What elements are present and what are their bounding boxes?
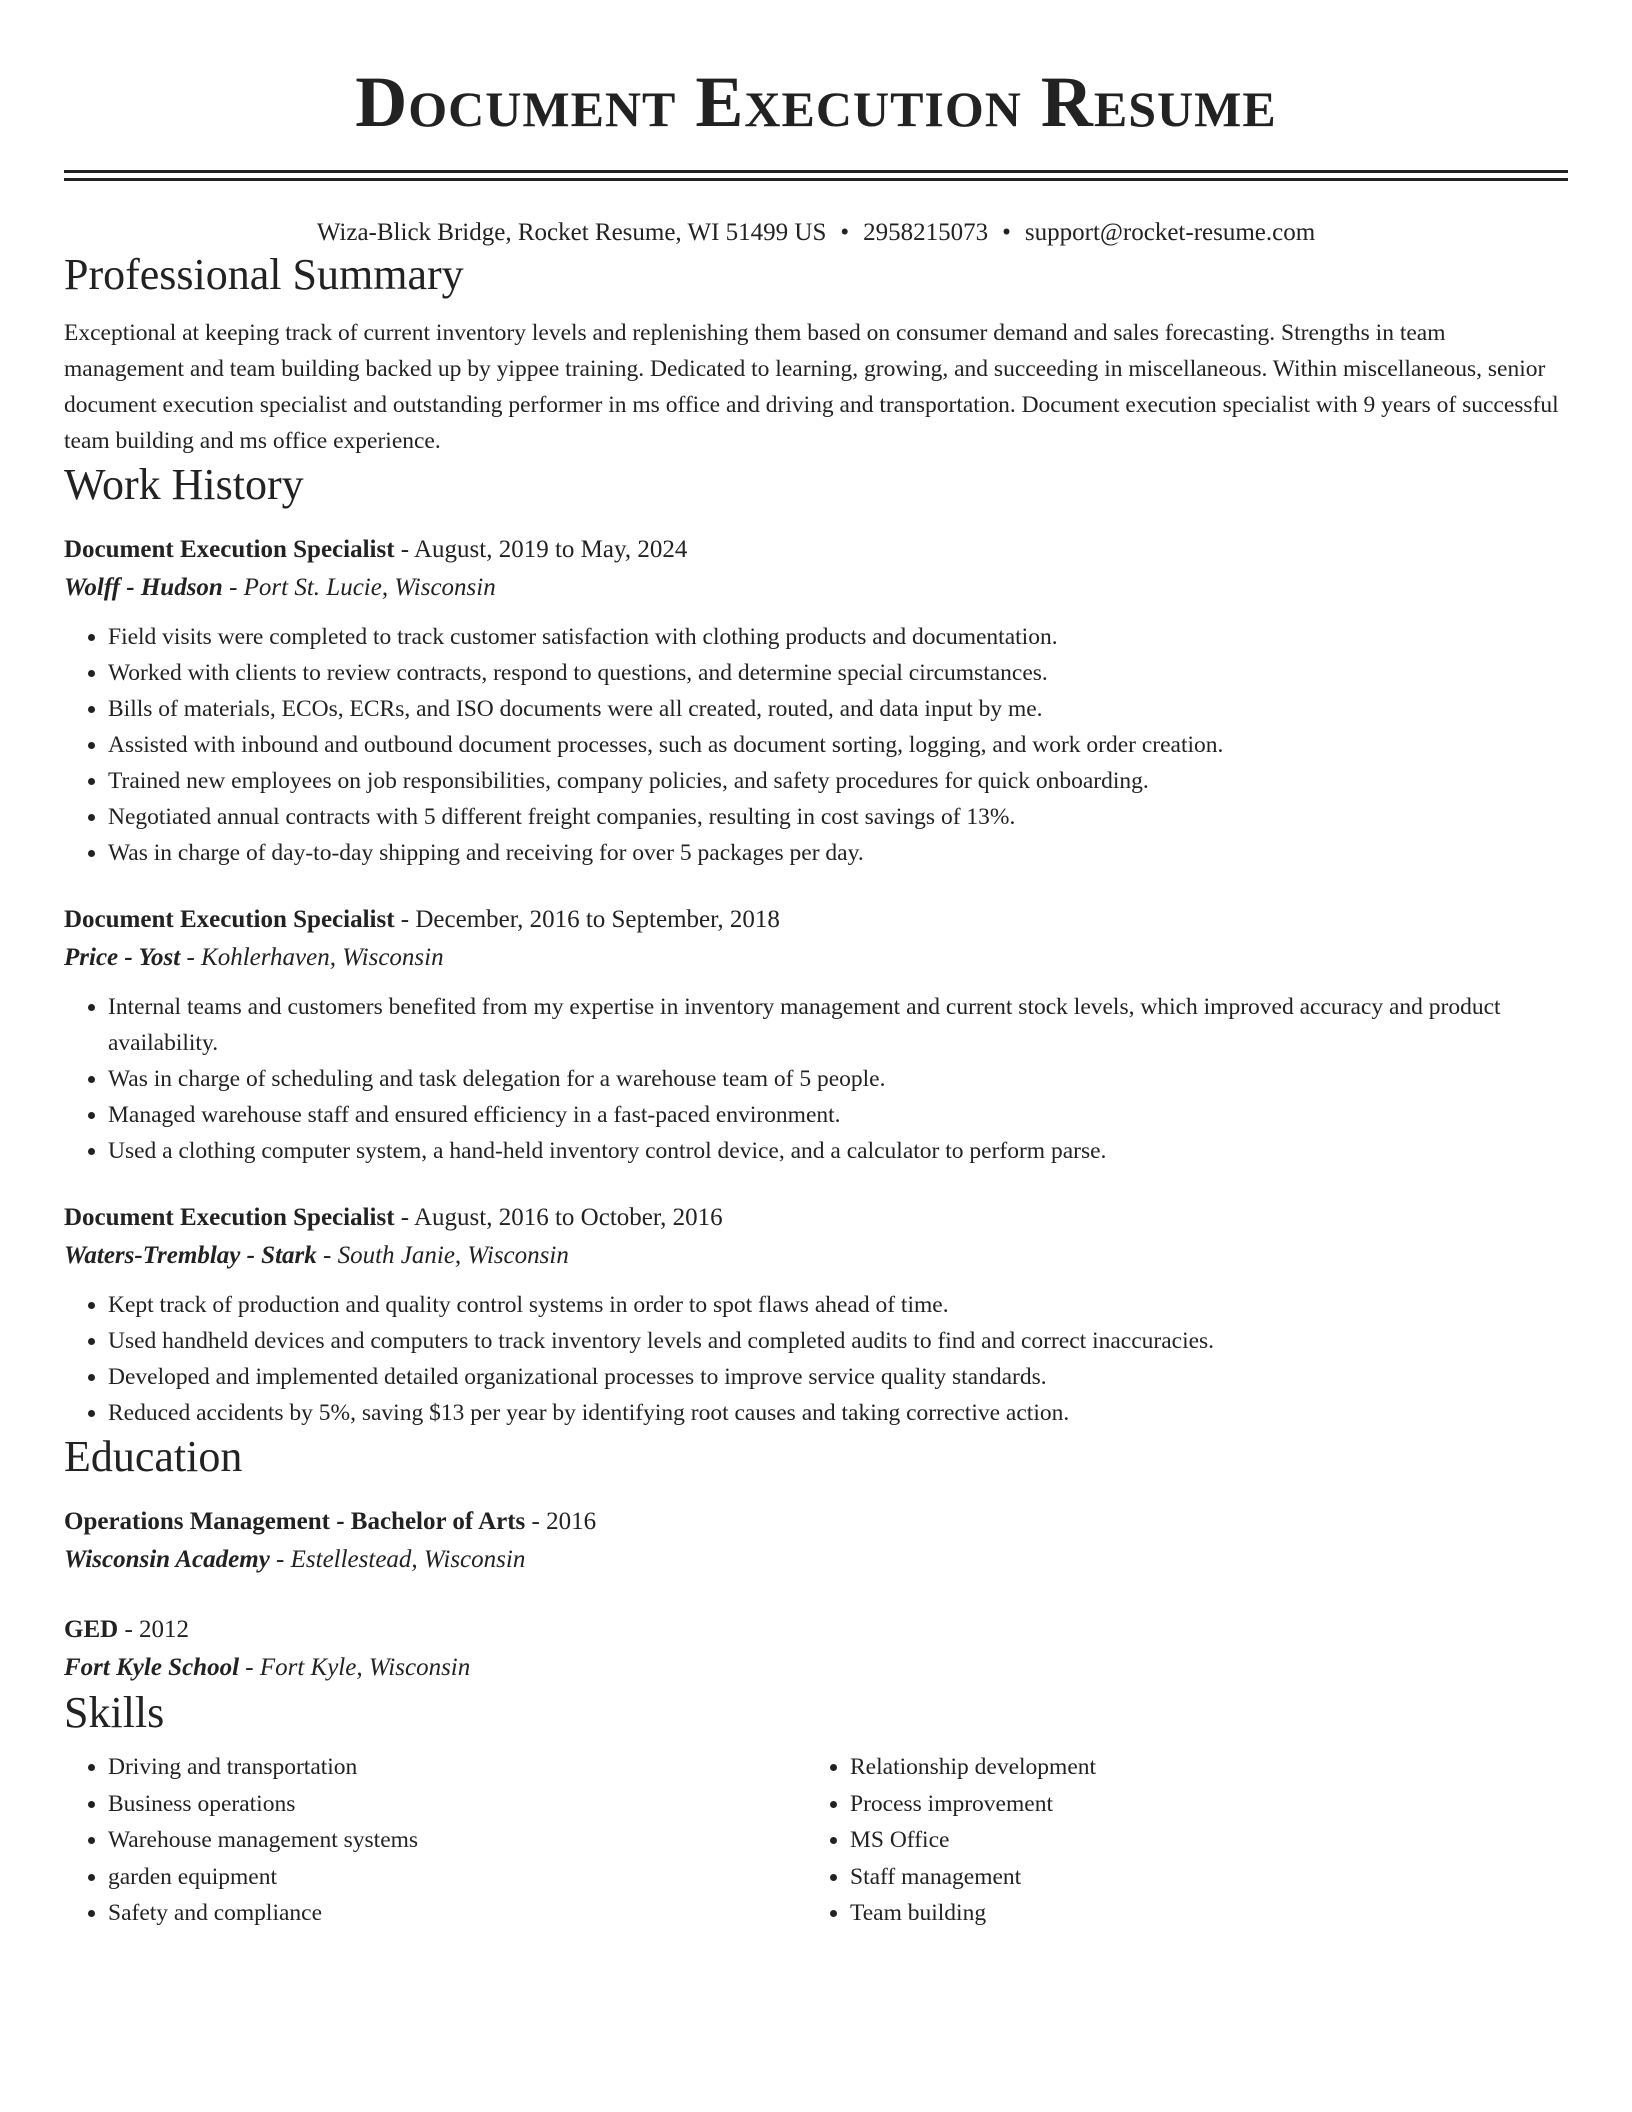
resume-title: Document Execution Resume <box>355 62 1277 142</box>
list-item: • Developed and implemented detailed organizational processes to improve service quality standards. <box>108 1359 1568 1395</box>
company-line <box>64 1237 1568 1275</box>
education-entry <box>64 1503 1568 1579</box>
degree-year: - 2016 <box>531 1508 597 1535</box>
job-title: Document Execution Specialist <box>64 906 395 933</box>
job-bullets <box>64 1287 1568 1431</box>
section-heading-skills: Skills <box>64 1688 165 1737</box>
title-divider <box>64 170 1568 181</box>
contact-email: support@rocket-resume.com <box>1024 219 1316 246</box>
list-item: • Bills of materials, ECOs, ECRs, and ISO documents were all created, routed, and data input by me. <box>108 691 1568 727</box>
section-heading-education: Education <box>64 1432 243 1481</box>
degree-year: - 2012 <box>124 1616 190 1643</box>
skills-list-right <box>806 1749 1548 1932</box>
job-bullets <box>64 619 1568 871</box>
job-dates: - August, 2019 to May, 2024 <box>400 536 688 563</box>
list-item: • Managed warehouse staff and ensured efficiency in a fast-paced environment. <box>108 1097 1568 1133</box>
list-item: • Used handheld devices and computers to track inventory levels and completed audits to find and correct inaccuracies. <box>108 1323 1568 1359</box>
list-item: • garden equipment <box>108 1859 806 1896</box>
summary-text: Exceptional at keeping track of current inventory levels and replenishing them based on consumer demand and sales forecasting. Strengths in team management and team building backed up by yippee training. Dedicated to learning, growing, and succeeding in miscellaneous. Within miscellaneous, senior document execution specialist and outstanding performer in ms office and driving and transportation. Document execution specialist with 9 years of successful team building and ms office experience. <box>64 320 1559 454</box>
list-item: • Internal teams and customers benefited from my expertise in inventory management and current stock levels, which improved accuracy and product availability. <box>108 989 1568 1061</box>
job-title-line <box>64 1199 1568 1237</box>
company-name: Wolff - Hudson <box>64 574 223 601</box>
list-item: • Assisted with inbound and outbound document processes, such as document sorting, logging, and work order creation. <box>108 727 1568 763</box>
contact-phone: 2958215073 <box>863 219 989 246</box>
education-entry <box>64 1611 1568 1687</box>
company-location: - South Janie, Wisconsin <box>323 1242 569 1269</box>
contact-address: Wiza-Blick Bridge, Rocket Resume, WI 51499 US <box>316 219 827 246</box>
job-entry <box>64 901 1568 1169</box>
skills-list-left <box>64 1749 806 1932</box>
list-item: • Field visits were completed to track customer satisfaction with clothing products and documentation. <box>108 619 1568 655</box>
list-item: • Warehouse management systems <box>108 1822 806 1859</box>
list-item: • Team building <box>850 1895 1548 1932</box>
list-item: • Was in charge of day-to-day shipping and receiving for over 5 packages per day. <box>108 835 1568 871</box>
company-location: - Port St. Lucie, Wisconsin <box>229 574 496 601</box>
list-item: • MS Office <box>850 1822 1548 1859</box>
company-location: - Kohlerhaven, Wisconsin <box>186 944 444 971</box>
job-dates: - August, 2016 to October, 2016 <box>400 1204 723 1231</box>
job-title: Document Execution Specialist <box>64 1204 395 1231</box>
list-item: • Relationship development <box>850 1749 1548 1786</box>
school-name: Fort Kyle School <box>64 1654 240 1681</box>
school-name: Wisconsin Academy <box>64 1546 270 1573</box>
list-item: • Worked with clients to review contracts, respond to questions, and determine special circumstances. <box>108 655 1568 691</box>
contact-separator: • <box>1002 219 1011 246</box>
skills-grid <box>64 1749 1568 1932</box>
section-heading-summary: Professional Summary <box>64 250 464 299</box>
job-dates: - December, 2016 to September, 2018 <box>400 906 780 933</box>
school-line <box>64 1541 1568 1579</box>
company-name: Price - Yost <box>64 944 181 971</box>
job-entry <box>64 531 1568 871</box>
list-item: • Safety and compliance <box>108 1895 806 1932</box>
list-item: • Staff management <box>850 1859 1548 1896</box>
section-heading-work-history: Work History <box>64 460 304 509</box>
job-bullets <box>64 989 1568 1169</box>
job-title-line <box>64 531 1568 569</box>
list-item: • Used a clothing computer system, a hand-held inventory control device, and a calculator to perform parse. <box>108 1133 1568 1169</box>
school-line <box>64 1649 1568 1687</box>
list-item: • Kept track of production and quality control systems in order to spot flaws ahead of time. <box>108 1287 1568 1323</box>
company-line <box>64 569 1568 607</box>
school-location: - Estellestead, Wisconsin <box>276 1546 526 1573</box>
degree-name: GED <box>64 1616 119 1643</box>
contact-line <box>64 217 1568 249</box>
company-name: Waters-Tremblay - Stark <box>64 1242 317 1269</box>
list-item: • Was in charge of scheduling and task delegation for a warehouse team of 5 people. <box>108 1061 1568 1097</box>
job-title: Document Execution Specialist <box>64 536 395 563</box>
job-entry <box>64 1199 1568 1431</box>
job-title-line <box>64 901 1568 939</box>
degree-name: Operations Management - Bachelor of Arts <box>64 1508 526 1535</box>
degree-line <box>64 1611 1568 1649</box>
list-item: • Negotiated annual contracts with 5 different freight companies, resulting in cost savings of 13%. <box>108 799 1568 835</box>
list-item: • Driving and transportation <box>108 1749 806 1786</box>
company-line <box>64 939 1568 977</box>
list-item: • Process improvement <box>850 1786 1548 1823</box>
list-item: • Trained new employees on job responsibilities, company policies, and safety procedures for quick onboarding. <box>108 763 1568 799</box>
contact-separator: • <box>840 219 850 246</box>
degree-line <box>64 1503 1568 1541</box>
list-item: • Reduced accidents by 5%, saving $13 per year by identifying root causes and taking corrective action. <box>108 1395 1568 1431</box>
school-location: - Fort Kyle, Wisconsin <box>245 1654 471 1681</box>
list-item: • Business operations <box>108 1786 806 1823</box>
